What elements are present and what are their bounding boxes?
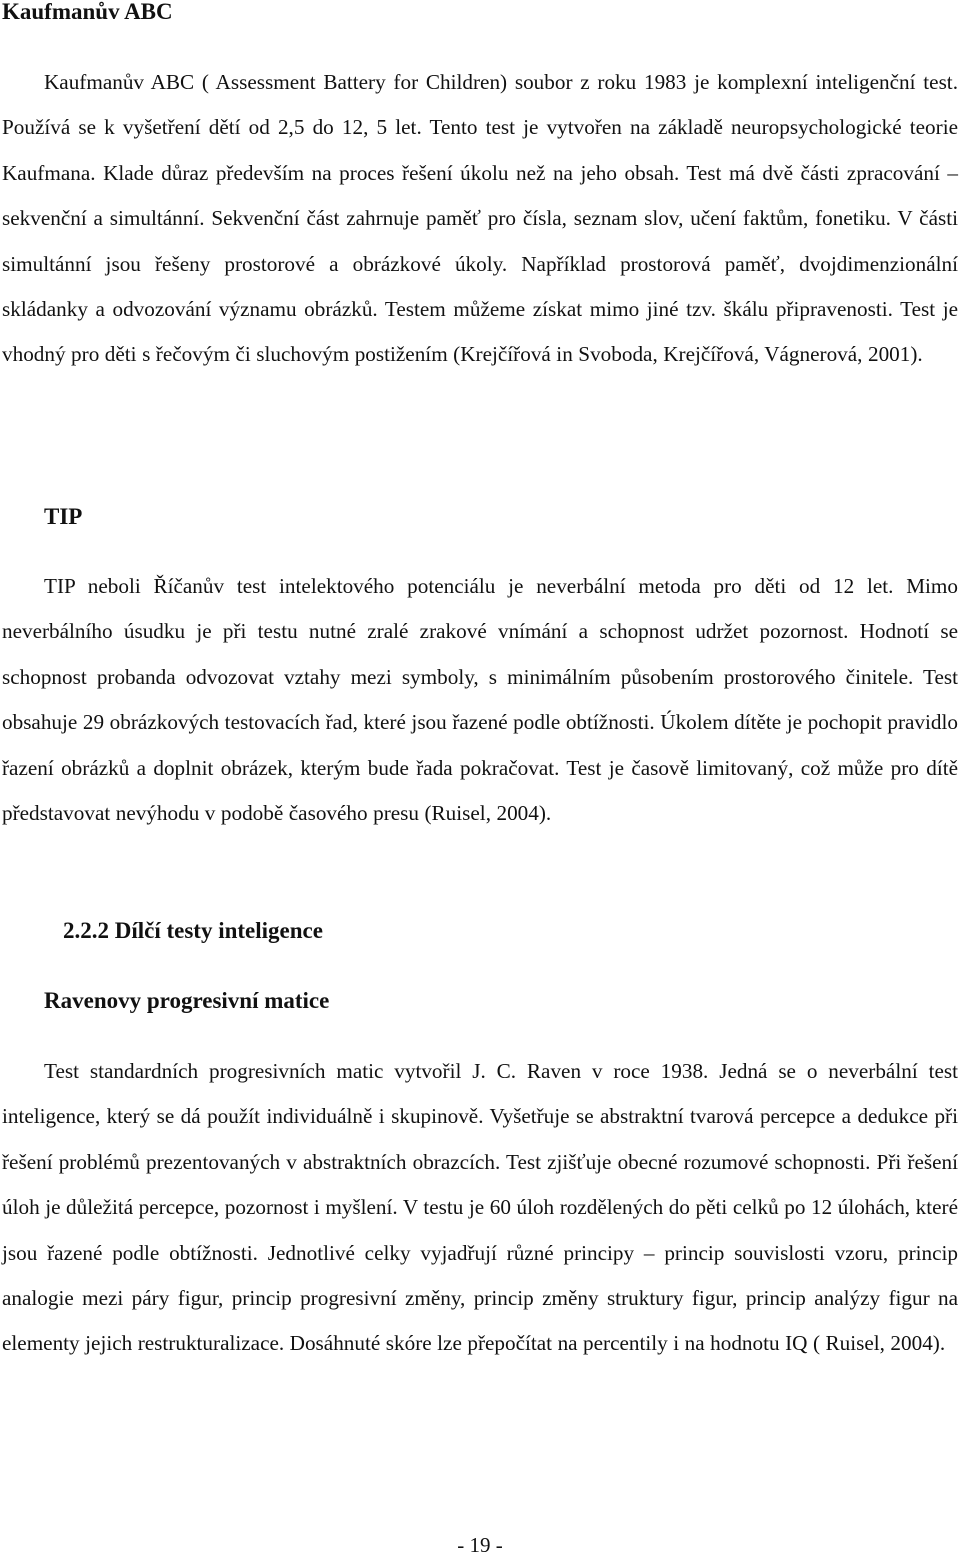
kaufman-abc-heading: Kaufmanův ABC: [2, 0, 173, 24]
tip-paragraph: TIP neboli Říčanův test intelektového potenciálu je neverbální metoda pro děti od 12 let. Mimo neverbálního úsudku je při testu nutné zralé zrakové vnímání a schopnost udržet pozornost. Hodnotí se schopnost probanda odvozovat vztahy mezi symboly, s minimálním působením prostorového činitele. Test obsahuje 29 obrázkových testovacích řad, které jsou řazené podle obtížnosti. Úkolem dítěte je pochopit pravidlo řazení obrázků a doplnit obrázek, kterým bude řada pokračovat. Test je časově limitovaný, což může pro dítě představovat nevýhodu v podobě časového presu (Ruisel, 2004).: [2, 574, 958, 826]
raven-matrices-paragraph: Test standardních progresivních matic vytvořil J. C. Raven v roce 1938. Jedná se o neverbální test inteligence, který se dá použít individuálně i skupinově. Vyšetřuje se abstraktní tvarová percepce a dedukce při řešení problémů prezentovaných v abstraktních obrazcích. Test zjišťuje obecné rozumové schopnosti. Při řešení úloh je důležitá percepce, pozornost i myšlení. V testu je 60 úloh rozdělených do pěti celků po 12 úlohách, které jsou řazené podle obtížnosti. Jednotlivé celky vyjadřují různé principy – princip souvislosti vzoru, princip analogie mezi páry figur, princip progresivní změny, princip změny struktury figur, princip analýzy figur na elementy jejich restrukturalizace. Dosáhnuté skóre lze přepočítat na percentily i na hodnotu IQ ( Ruisel, 2004).: [2, 1059, 958, 1356]
page-number: - 19 -: [457, 1533, 503, 1557]
subsection-heading: 2.2.2 Dílčí testy inteligence: [63, 918, 323, 943]
kaufman-abc-paragraph: Kaufmanův ABC ( Assessment Battery for Children) soubor z roku 1983 je komplexní inteligenční test. Používá se k vyšetření dětí od 2,5 do 12, 5 let. Tento test je vytvořen na základě neuropsychologické teorie Kaufmana. Klade důraz především na proces řešení úkolu než na jeho obsah. Test má dvě části zpracování – sekvenční a simultánní. Sekvenční část zahrnuje paměť pro čísla, seznam slov, učení faktům, fonetiku. V části simultánní jsou řešeny prostorové a obrázkové úkoly. Například prostorová paměť, dvojdimenzionální skládanky a odvozování významu obrázků. Testem můžeme získat mimo jiné tzv. škálu připravenosti. Test je vhodný pro děti s řečovým či sluchovým postižením (Krejčířová in Svoboda, Krejčířová, Vágnerová, 2001).: [2, 70, 958, 367]
raven-matrices-heading: Ravenovy progresivní matice: [44, 988, 330, 1013]
tip-heading: TIP: [44, 504, 83, 529]
